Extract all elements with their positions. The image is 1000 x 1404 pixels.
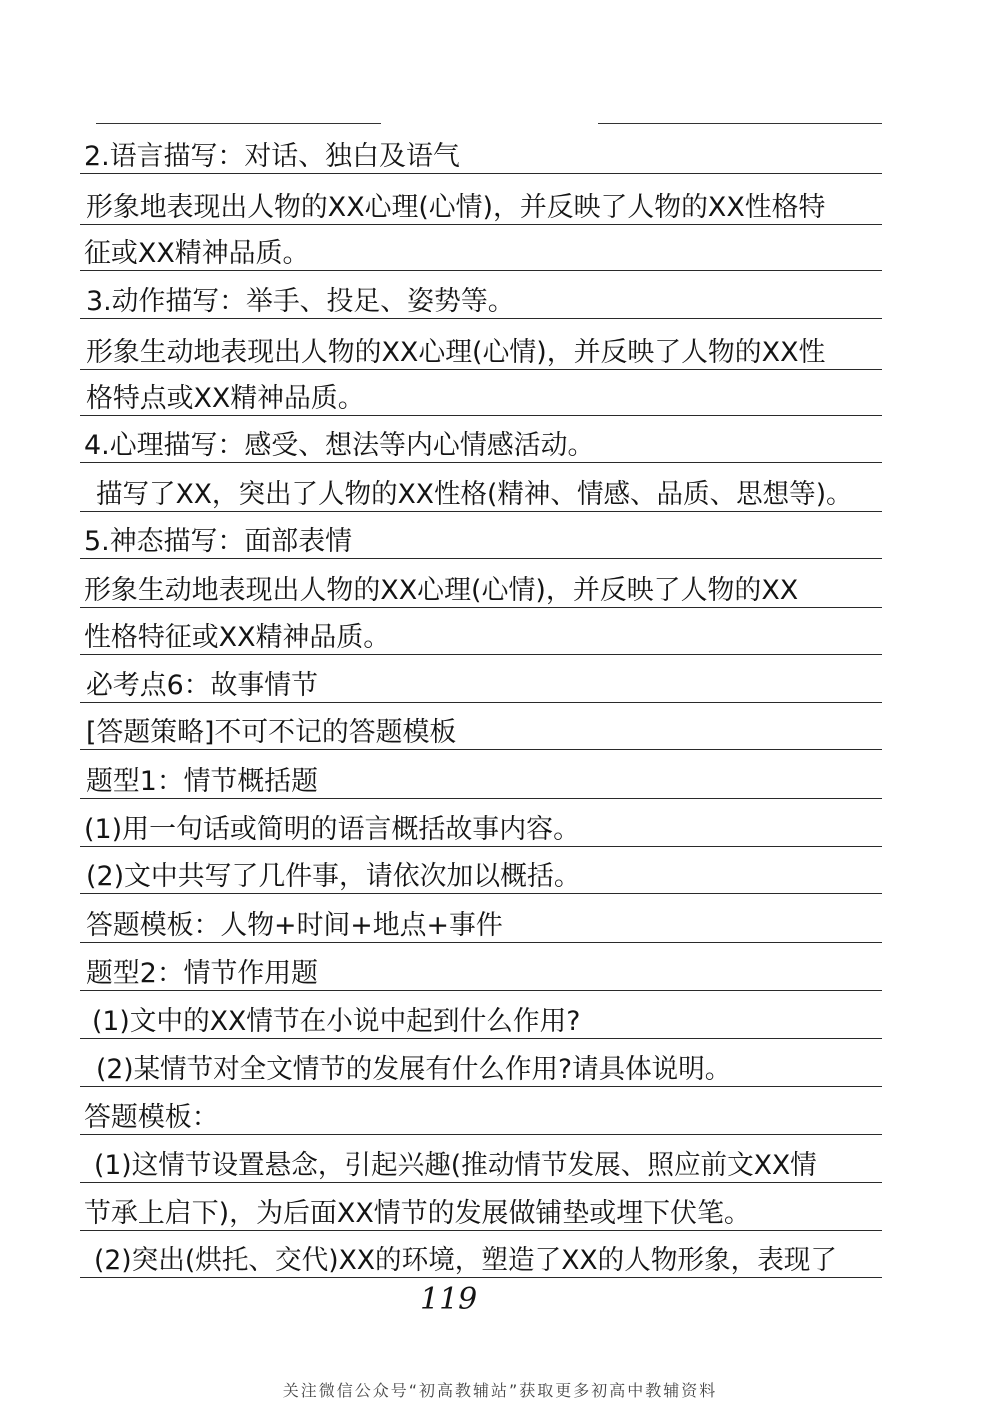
text-line: 必考点6：故事情节 — [86, 670, 319, 701]
text-line: (1)文中的XX情节在小说中起到什么作用? — [92, 1006, 581, 1037]
rule-line — [80, 270, 882, 271]
rule-line — [80, 462, 882, 463]
text-line: 格特点或XX精神品质。 — [86, 383, 365, 414]
rule-line — [80, 654, 882, 655]
text-line: (1)这情节设置悬念，引起兴趣(推动情节发展、照应前文XX情 — [94, 1150, 817, 1181]
rule-line — [80, 798, 882, 799]
rule-line — [80, 558, 882, 559]
footer-note: 关注微信公众号“初高教辅站”获取更多初高中教辅资料 — [282, 1381, 718, 1400]
text-line: 题型1：情节概括题 — [86, 766, 319, 797]
rule-line — [80, 415, 882, 416]
rule-line — [80, 749, 882, 750]
rule-line — [80, 1086, 882, 1087]
text-line: 2.语言描写：对话、独白及语气 — [84, 141, 460, 172]
rule-line — [80, 607, 882, 608]
text-line: (2)某情节对全文情节的发展有什么作用?请具体说明。 — [96, 1054, 732, 1085]
rule-line — [80, 173, 882, 174]
rule-line — [80, 702, 882, 703]
rule-line — [80, 511, 882, 512]
text-line: 答题模板： — [84, 1102, 219, 1133]
rule-line — [80, 369, 882, 370]
rule-line — [80, 1277, 882, 1278]
text-line: 答题模板：人物+时间+地点+事件 — [86, 910, 503, 941]
rule-line — [80, 893, 882, 894]
rule-line — [80, 318, 882, 319]
page-number: 119 — [420, 1282, 478, 1317]
text-line: 形象地表现出人物的XX心理(心情)，并反映了人物的XX性格特 — [86, 192, 826, 223]
text-line: 性格特征或XX精神品质。 — [84, 622, 391, 653]
text-line: (2)突出(烘托、交代)XX的环境，塑造了XX的人物形象，表现了 — [94, 1245, 837, 1276]
text-line: (1)用一句话或简明的语言概括故事内容。 — [84, 814, 581, 845]
text-line: 3.动作描写：举手、投足、姿势等。 — [86, 286, 515, 317]
text-line: (2)文中共写了几件事，请依次加以概括。 — [86, 861, 581, 892]
text-line: [答题策略]不可不记的答题模板 — [86, 717, 457, 748]
rule-line — [80, 1230, 882, 1231]
rule-line — [80, 224, 882, 225]
rule-line — [80, 990, 882, 991]
rule-line — [80, 1182, 882, 1183]
text-line: 5.神态描写：面部表情 — [84, 526, 353, 557]
rule-line — [80, 1038, 882, 1039]
text-line: 形象生动地表现出人物的XX心理(心情)，并反映了人物的XX — [84, 575, 799, 606]
text-line: 题型2：情节作用题 — [86, 958, 319, 989]
header-rule-right — [598, 123, 882, 124]
text-line: 形象生动地表现出人物的XX心理(心情)，并反映了人物的XX性 — [86, 337, 826, 368]
rule-line — [80, 846, 882, 847]
rule-line — [80, 942, 882, 943]
rule-line — [80, 1134, 882, 1135]
header-rule-left — [96, 123, 381, 124]
text-line: 节承上启下)，为后面XX情节的发展做铺垫或埋下伏笔。 — [84, 1198, 751, 1229]
text-line: 描写了XX，突出了人物的XX性格(精神、情感、品质、思想等)。 — [96, 479, 853, 510]
text-line: 征或XX精神品质。 — [84, 238, 310, 269]
text-line: 4.心理描写：感受、想法等内心情感活动。 — [84, 430, 595, 461]
